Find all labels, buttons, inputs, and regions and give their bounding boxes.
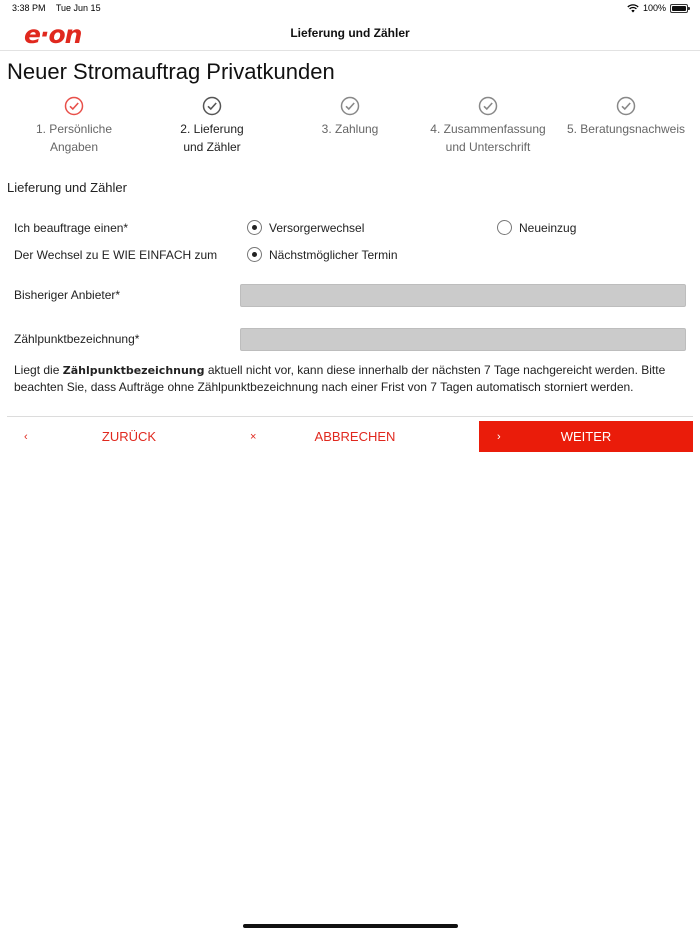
nav-bar — [0, 16, 700, 51]
progress-steps — [0, 96, 700, 156]
step-label: 2. Lieferung und Zähler — [180, 122, 244, 154]
battery-icon — [670, 4, 688, 13]
wifi-icon — [627, 4, 639, 13]
step-label: 3. Zahlung — [321, 122, 379, 136]
status-time: 3:38 PM — [12, 3, 46, 13]
radio-label: Versorgerwechsel — [269, 220, 365, 235]
previous-provider-input[interactable] — [240, 284, 686, 307]
status-left — [12, 3, 109, 13]
step-label: 4. Zusammenfassung und Unterschrift — [430, 122, 546, 154]
step-delivery-meter[interactable] — [142, 96, 282, 156]
back-button[interactable] — [14, 421, 244, 452]
battery-level — [672, 6, 686, 11]
radio-empty-icon — [497, 220, 512, 235]
order-type-label: Ich beauftrage einen* — [14, 221, 129, 235]
chevron-left-icon: ‹ — [24, 430, 28, 443]
cancel-button[interactable] — [240, 421, 470, 452]
eon-logo: e·on — [24, 20, 82, 49]
step-personal-data[interactable] — [4, 96, 144, 156]
check-circle-icon — [478, 96, 498, 116]
home-indicator — [243, 924, 458, 928]
step-label: 5. Beratungsnachweis — [566, 122, 686, 136]
nav-title: Lieferung und Zähler — [290, 26, 410, 40]
error-check-icon — [64, 96, 84, 116]
status-right — [627, 3, 688, 13]
step-consultation-record[interactable] — [556, 96, 696, 138]
back-button-label: ZURÜCK — [101, 429, 157, 444]
cancel-button-label: ABBRECHEN — [314, 429, 396, 444]
check-circle-icon — [202, 96, 222, 116]
radio-label: Nächstmöglicher Termin — [269, 247, 398, 262]
meter-point-label: Zählpunktbezeichnung* — [14, 332, 140, 346]
check-circle-icon — [616, 96, 636, 116]
hint-bold-term: Zählpunktbezeichnung — [62, 364, 205, 377]
check-circle-icon — [340, 96, 360, 116]
divider — [7, 416, 693, 417]
radio-supplier-switch[interactable] — [247, 220, 364, 235]
battery-percent: 100% — [642, 3, 666, 13]
radio-selected-icon — [247, 247, 262, 262]
radio-selected-icon — [247, 220, 262, 235]
switch-date-label: Der Wechsel zu E WIE EINFACH zum — [14, 248, 218, 262]
radio-label: Neueinzug — [519, 220, 577, 235]
chevron-right-icon: › — [497, 430, 501, 443]
meter-point-input[interactable] — [240, 328, 686, 351]
previous-provider-label: Bisheriger Anbieter* — [14, 288, 121, 302]
radio-move-in[interactable] — [497, 220, 576, 235]
status-date: Tue Jun 15 — [55, 3, 101, 13]
next-button-label: WEITER — [560, 429, 612, 444]
radio-next-possible-date[interactable] — [247, 247, 398, 262]
step-payment[interactable] — [280, 96, 420, 138]
step-label: 1. Persönliche Angaben — [35, 122, 113, 154]
meter-point-hint: Liegt die Zählpunktbezeichnung aktuell nicht vor, kann diese innerhalb der nächsten 7 Tage nachgereicht werden. Bitte beachten Sie, dass Aufträge ohne Zählpunktbezeichnung nach einer Frist von 7 Tagen automatisch storniert werden. — [14, 363, 666, 394]
step-summary-signature[interactable] — [418, 96, 558, 156]
section-title: Lieferung und Zähler — [7, 180, 127, 195]
page-title: Neuer Stromauftrag Privatkunden — [7, 59, 335, 84]
next-button[interactable] — [479, 421, 693, 452]
status-bar — [0, 0, 700, 16]
close-icon: × — [250, 430, 257, 443]
